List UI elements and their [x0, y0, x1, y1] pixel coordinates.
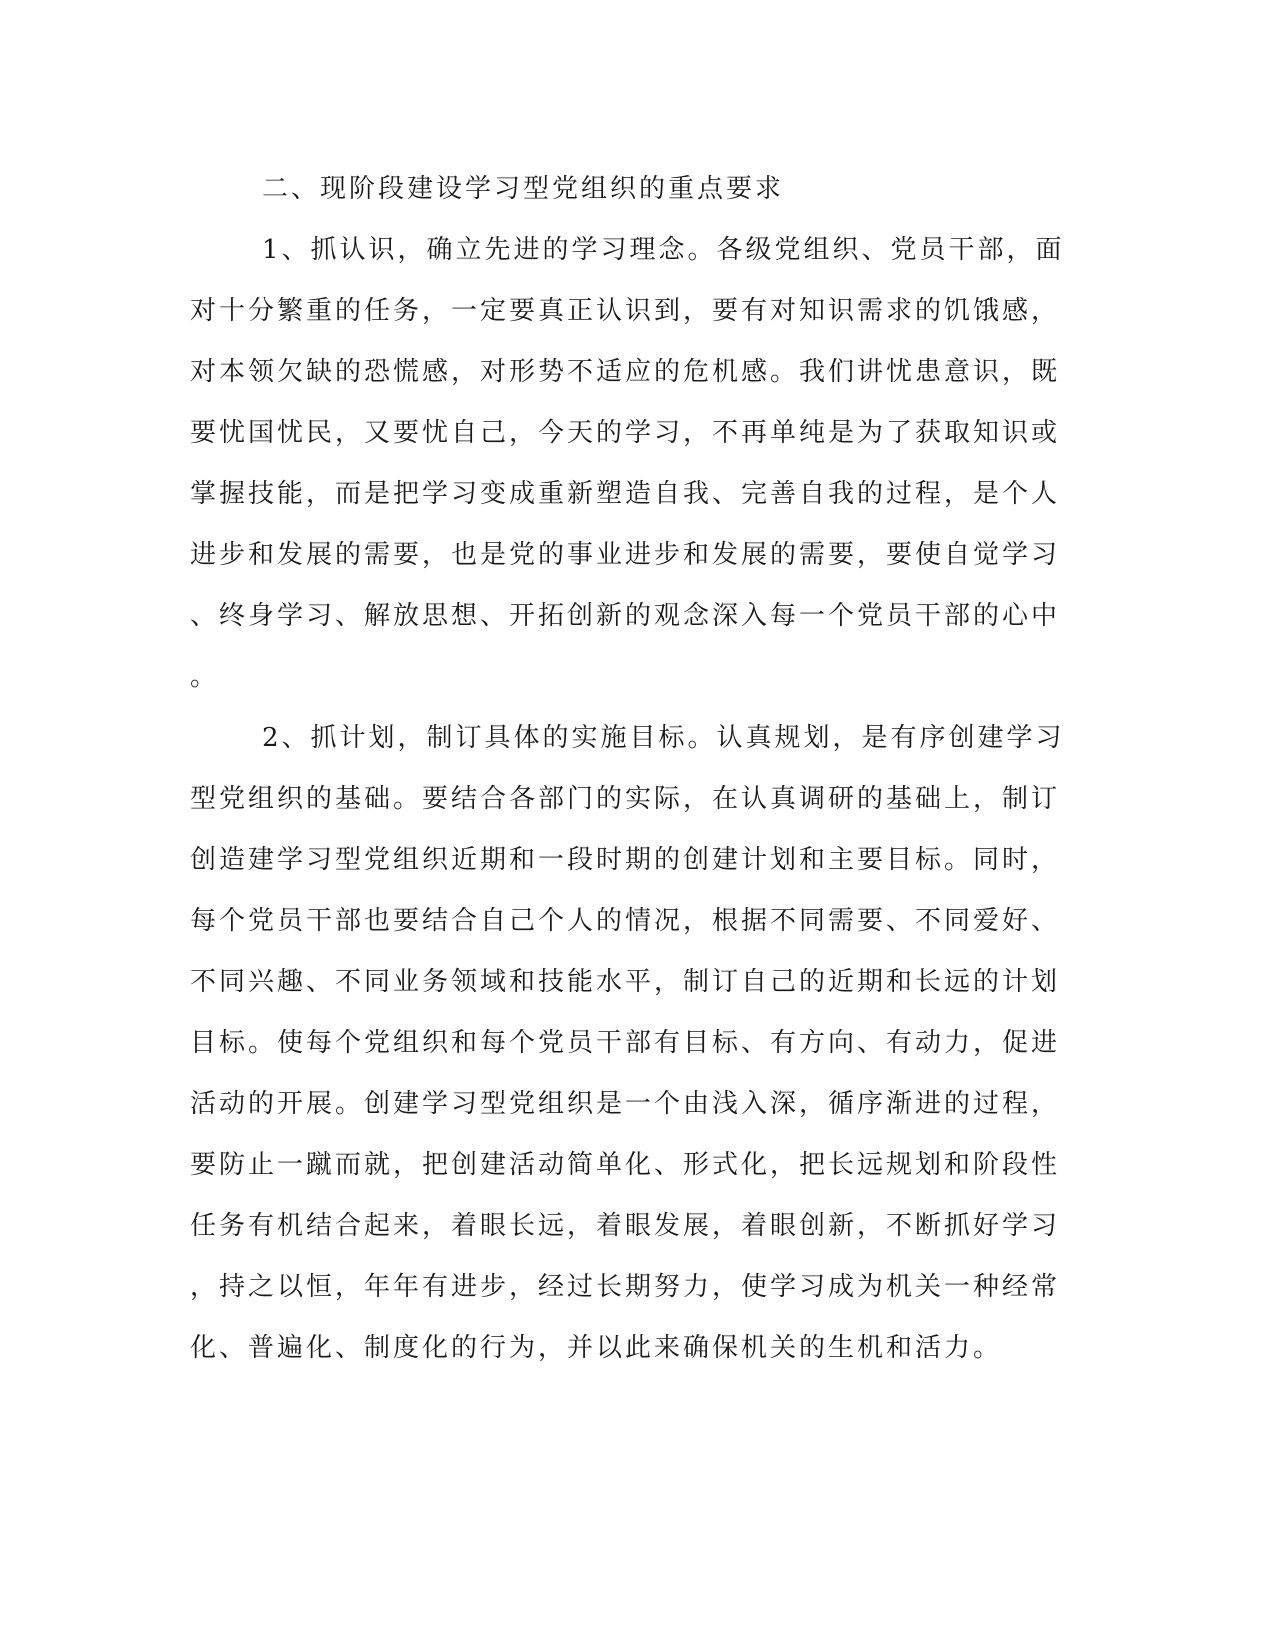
paragraph-1-line: 掌握技能，而是把学习变成重新塑造自我、完善自我的过程，是个人 — [190, 479, 1061, 509]
paragraph-2-line: 每个党员干部也要结合自己个人的情况，根据不同需要、不同爱好、 — [190, 906, 1061, 936]
paragraph-2-line: 创造建学习型党组织近期和一段时期的创建计划和主要目标。同时， — [190, 845, 1061, 875]
paragraph-1-line: 进步和发展的需要，也是党的事业进步和发展的需要，要使自觉学习 — [190, 540, 1061, 570]
paragraph-1-line: 、终身学习、解放思想、开拓创新的观念深入每一个党员干部的心中 — [190, 601, 1061, 631]
paragraph-2-line: 任务有机结合起来，着眼长远，着眼发展，着眼创新，不断抓好学习 — [190, 1211, 1061, 1241]
paragraph-2-line: 要防止一蹴而就，把创建活动简单化、形式化，把长远规划和阶段性 — [190, 1150, 1061, 1180]
paragraph-1-line: 。 — [190, 662, 220, 692]
paragraph-2-line: 2、抓计划，制订具体的实施目标。认真规划，是有序创建学习 — [262, 723, 1065, 753]
section-heading: 二、现阶段建设学习型党组织的重点要求 — [262, 174, 785, 204]
paragraph-1-line: 对十分繁重的任务，一定要真正认识到，要有对知识需求的饥饿感， — [190, 296, 1061, 326]
paragraph-1-line: 要忧国忧民，又要忧自己，今天的学习，不再单纯是为了获取知识或 — [190, 418, 1061, 448]
paragraph-1-line: 1、抓认识，确立先进的学习理念。各级党组织、党员干部，面 — [262, 235, 1065, 265]
paragraph-2-line: 化、普遍化、制度化的行为，并以此来确保机关的生机和活力。 — [190, 1333, 1003, 1363]
paragraph-2-line: ，持之以恒，年年有进步，经过长期努力，使学习成为机关一种经常 — [190, 1272, 1061, 1302]
paragraph-1-line: 对本领欠缺的恐慌感，对形势不适应的危机感。我们讲忧患意识，既 — [190, 357, 1061, 387]
paragraph-2-line: 型党组织的基础。要结合各部门的实际，在认真调研的基础上，制订 — [190, 784, 1061, 814]
paragraph-2-line: 活动的开展。创建学习型党组织是一个由浅入深，循序渐进的过程， — [190, 1089, 1061, 1119]
paragraph-2-line: 不同兴趣、不同业务领域和技能水平，制订自己的近期和长远的计划 — [190, 967, 1061, 997]
paragraph-2-line: 目标。使每个党组织和每个党员干部有目标、有方向、有动力，促进 — [190, 1028, 1061, 1058]
